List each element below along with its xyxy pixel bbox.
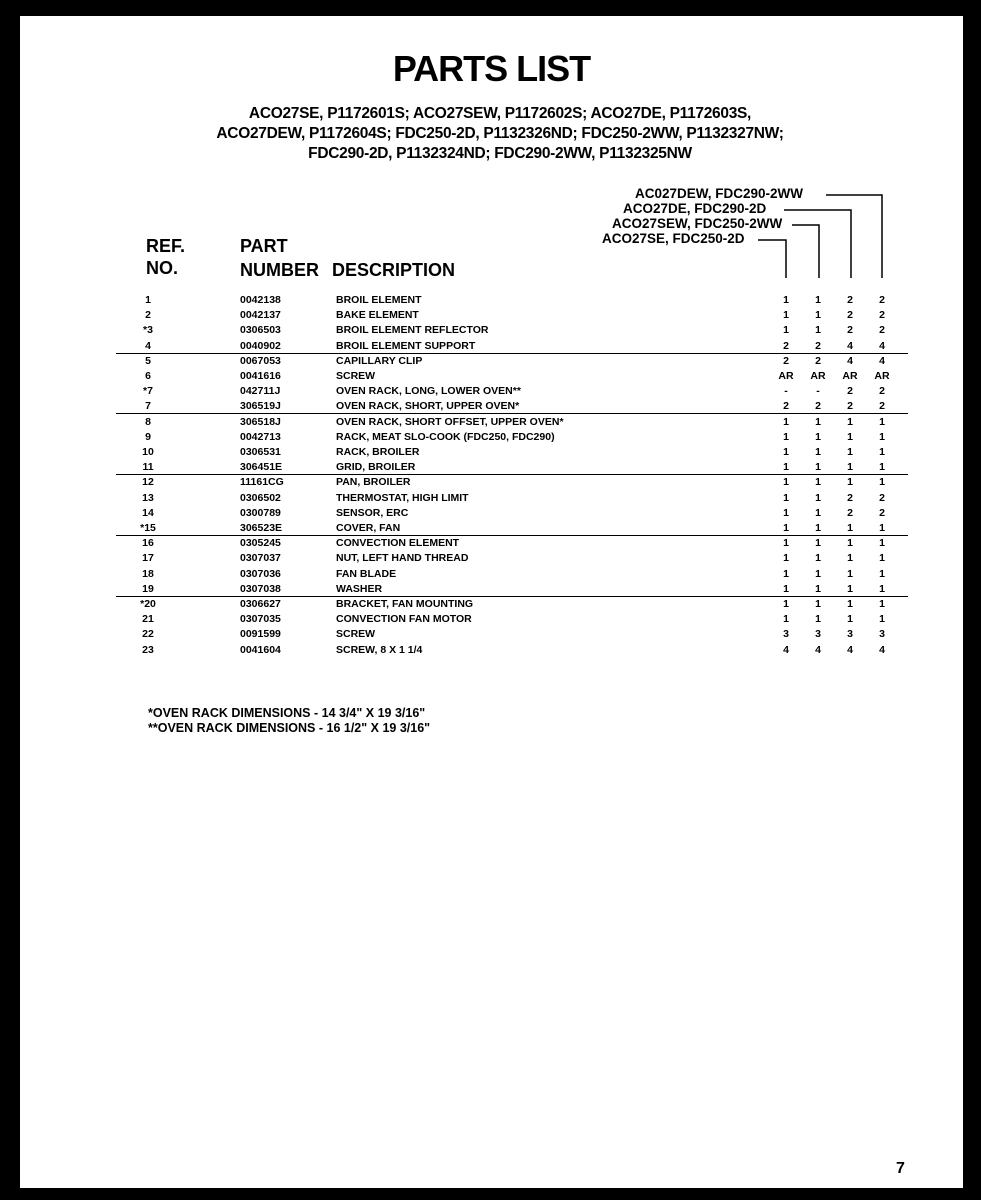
model-line: ACO27DEW, P1172604S; FDC250-2D, P1132326ND; FDC250-2WW, P1132327NW; <box>216 125 784 142</box>
part-description: CONVECTION FAN MOTOR <box>336 613 472 626</box>
ref-header-line2: NO. <box>146 258 179 278</box>
table-row <box>20 399 963 414</box>
column-label-4: AC027DEW, FDC290-2WW <box>635 186 804 201</box>
quantity-col-2: 1 <box>815 430 821 443</box>
table-row <box>20 445 963 460</box>
quantity-col-2: AR <box>810 370 826 382</box>
part-number: 0306627 <box>240 598 281 610</box>
ref-number: 2 <box>145 309 151 322</box>
quantity-col-1: 1 <box>783 309 789 322</box>
quantity-col-4: AR <box>874 370 890 382</box>
quantity-col-1: 1 <box>783 582 789 595</box>
part-header-line2: NUMBER <box>240 260 319 280</box>
quantity-col-1: 1 <box>783 461 789 474</box>
quantity-col-3: 3 <box>847 628 853 641</box>
column-label-2: ACO27SEW, FDC250-2WW <box>612 216 783 231</box>
quantity-col-1: 1 <box>783 613 789 626</box>
table-row <box>20 415 963 430</box>
table-row <box>20 369 963 384</box>
footnote: **OVEN RACK DIMENSIONS - 16 1/2" X 19 3/16" <box>148 721 431 735</box>
quantity-col-3: 1 <box>847 522 853 534</box>
quantity-col-3: 4 <box>847 643 853 656</box>
parts-list-page <box>20 16 963 1188</box>
quantity-col-4: 2 <box>879 491 885 504</box>
part-number: 0307038 <box>240 582 281 595</box>
quantity-col-1: 2 <box>783 339 789 352</box>
quantity-col-4: 2 <box>879 506 885 519</box>
quantity-col-4: 2 <box>879 400 885 413</box>
quantity-col-3: 1 <box>847 430 853 443</box>
part-description: CONVECTION ELEMENT <box>336 537 460 550</box>
part-number: 306451E <box>240 461 283 474</box>
part-header-line1: PART <box>240 236 288 256</box>
quantity-col-1: 1 <box>783 552 789 565</box>
ref-number: 13 <box>142 491 154 504</box>
part-description: FAN BLADE <box>336 567 397 580</box>
quantity-col-1: 1 <box>783 506 789 519</box>
quantity-col-2: 3 <box>815 628 821 641</box>
quantity-col-3: 1 <box>847 415 853 428</box>
part-number: 0306503 <box>240 324 281 337</box>
quantity-col-4: 2 <box>879 385 885 398</box>
quantity-col-2: 1 <box>815 476 821 489</box>
table-row <box>20 643 963 658</box>
quantity-col-3: 1 <box>847 446 853 458</box>
quantity-col-3: 1 <box>847 598 853 610</box>
ref-number: 17 <box>142 552 154 565</box>
part-description: RACK, BROILER <box>336 446 420 458</box>
table-row <box>20 491 963 506</box>
part-number: 0042137 <box>240 309 281 322</box>
part-description: BAKE ELEMENT <box>336 309 419 322</box>
quantity-col-4: 2 <box>879 294 885 306</box>
quantity-col-3: 2 <box>847 400 853 413</box>
quantity-col-3: 1 <box>847 582 853 595</box>
quantity-col-3: 1 <box>847 476 853 489</box>
quantity-col-2: 1 <box>815 324 821 337</box>
part-description: COVER, FAN <box>336 522 401 534</box>
part-description: SCREW, 8 X 1 1/4 <box>336 643 423 656</box>
quantity-col-1: 1 <box>783 476 789 489</box>
quantity-col-2: 1 <box>815 491 821 504</box>
table-row <box>20 536 963 551</box>
quantity-col-3: 1 <box>847 537 853 550</box>
quantity-col-4: 2 <box>879 309 885 322</box>
part-number: 0042138 <box>240 294 281 306</box>
table-row <box>20 475 963 490</box>
ref-number: 22 <box>142 628 154 641</box>
part-description: BROIL ELEMENT <box>336 294 422 306</box>
quantity-col-2: 1 <box>815 537 821 550</box>
quantity-col-1: 1 <box>783 567 789 580</box>
table-row <box>20 551 963 566</box>
quantity-col-1: 1 <box>783 430 789 443</box>
part-number: 306519J <box>240 400 281 413</box>
ref-number: *15 <box>140 522 156 534</box>
ref-number: 6 <box>145 370 151 382</box>
quantity-col-4: 1 <box>879 461 885 474</box>
quantity-col-2: 1 <box>815 294 821 306</box>
table-row <box>20 430 963 445</box>
table-row <box>20 354 963 369</box>
quantity-col-1: 1 <box>783 446 789 458</box>
part-number: 0307037 <box>240 552 281 565</box>
quantity-col-2: 1 <box>815 415 821 428</box>
quantity-col-4: 1 <box>879 537 885 550</box>
table-row <box>20 521 963 536</box>
quantity-col-1: AR <box>778 370 794 382</box>
quantity-col-2: 1 <box>815 522 821 534</box>
quantity-col-4: 1 <box>879 552 885 565</box>
ref-number: 5 <box>145 354 151 367</box>
quantity-col-1: 2 <box>783 400 789 413</box>
part-description: SENSOR, ERC <box>336 506 409 519</box>
ref-number: 8 <box>145 415 151 428</box>
model-line: ACO27SE, P1172601S; ACO27SEW, P1172602S; ACO27DE, P1172603S, <box>248 105 752 122</box>
part-number: 11161CG <box>240 476 284 489</box>
quantity-col-4: 1 <box>879 582 885 595</box>
quantity-col-4: 4 <box>879 354 885 367</box>
quantity-col-1: 1 <box>783 294 789 306</box>
quantity-col-1: 1 <box>783 598 789 610</box>
part-description: BROIL ELEMENT SUPPORT <box>336 339 476 352</box>
part-number: 306523E <box>240 522 283 534</box>
part-description: GRID, BROILER <box>336 461 416 474</box>
quantity-col-2: 1 <box>815 552 821 565</box>
quantity-col-3: AR <box>842 370 858 382</box>
quantity-col-1: 2 <box>783 354 789 367</box>
ref-number: 7 <box>145 400 151 413</box>
part-number: 0091599 <box>240 628 281 641</box>
ref-number: 9 <box>145 430 151 443</box>
quantity-col-3: 1 <box>847 461 853 474</box>
part-description: OVEN RACK, SHORT OFFSET, UPPER OVEN* <box>336 415 564 428</box>
ref-number: *20 <box>140 598 156 610</box>
quantity-col-4: 1 <box>879 430 885 443</box>
table-row <box>20 384 963 399</box>
quantity-col-4: 3 <box>879 628 885 641</box>
ref-number: 16 <box>142 537 154 550</box>
part-number: 0300789 <box>240 506 281 519</box>
quantity-col-2: 1 <box>815 598 821 610</box>
column-label-3: ACO27DE, FDC290-2D <box>623 201 767 216</box>
quantity-col-2: 1 <box>815 309 821 322</box>
quantity-col-4: 1 <box>879 522 885 534</box>
quantity-col-3: 2 <box>847 309 853 322</box>
quantity-col-3: 4 <box>847 354 853 367</box>
quantity-col-2: 2 <box>815 339 821 352</box>
quantity-col-3: 2 <box>847 491 853 504</box>
page-title: PARTS LIST <box>392 48 591 89</box>
quantity-col-4: 4 <box>879 339 885 352</box>
ref-number: *3 <box>143 324 153 337</box>
table-row <box>20 506 963 521</box>
quantity-col-2: - <box>816 385 820 398</box>
quantity-col-2: 1 <box>815 613 821 626</box>
part-description: SCREW <box>336 628 376 641</box>
quantity-col-2: 4 <box>815 643 821 656</box>
footnote: *OVEN RACK DIMENSIONS - 14 3/4" X 19 3/16" <box>148 706 426 720</box>
quantity-col-3: 2 <box>847 506 853 519</box>
ref-number: 19 <box>142 582 154 595</box>
table-row <box>20 597 963 612</box>
ref-number: 18 <box>142 567 154 580</box>
quantity-col-4: 2 <box>879 324 885 337</box>
quantity-col-1: 1 <box>783 324 789 337</box>
quantity-col-3: 4 <box>847 339 853 352</box>
ref-number: 21 <box>142 613 154 626</box>
table-row <box>20 308 963 323</box>
page-number: 7 <box>896 1160 905 1177</box>
part-description: RACK, MEAT SLO-COOK (FDC250, FDC290) <box>336 430 555 443</box>
quantity-col-2: 1 <box>815 446 821 458</box>
part-description: NUT, LEFT HAND THREAD <box>336 552 469 565</box>
quantity-col-1: 3 <box>783 628 789 641</box>
quantity-col-2: 2 <box>815 354 821 367</box>
quantity-col-2: 1 <box>815 461 821 474</box>
part-description: SCREW <box>336 370 376 382</box>
ref-number: 14 <box>142 506 154 519</box>
table-row <box>20 582 963 597</box>
quantity-col-1: 1 <box>783 415 789 428</box>
quantity-col-2: 1 <box>815 506 821 519</box>
part-number: 0306502 <box>240 491 281 504</box>
quantity-col-4: 4 <box>879 643 885 656</box>
table-row <box>20 323 963 338</box>
quantity-col-4: 1 <box>879 446 885 458</box>
footnotes <box>148 706 430 736</box>
quantity-col-1: 4 <box>783 643 789 656</box>
table-row <box>20 339 963 354</box>
part-number: 0306531 <box>240 446 281 458</box>
quantity-col-2: 1 <box>815 567 821 580</box>
table-row <box>20 293 963 308</box>
quantity-col-3: 2 <box>847 385 853 398</box>
part-number: 0041604 <box>240 643 281 656</box>
ref-number: 10 <box>142 446 154 458</box>
part-description: BROIL ELEMENT REFLECTOR <box>336 324 489 337</box>
part-description: PAN, BROILER <box>336 476 411 489</box>
quantity-col-4: 1 <box>879 598 885 610</box>
table-row <box>20 612 963 627</box>
quantity-col-1: 1 <box>783 522 789 534</box>
part-number: 0305245 <box>240 537 281 550</box>
part-description: OVEN RACK, SHORT, UPPER OVEN* <box>336 400 520 413</box>
quantity-col-4: 1 <box>879 567 885 580</box>
quantity-col-3: 2 <box>847 294 853 306</box>
quantity-col-4: 1 <box>879 415 885 428</box>
part-number: 0067053 <box>240 354 281 367</box>
model-line: FDC290-2D, P1132324ND; FDC290-2WW, P1132325NW <box>308 145 692 162</box>
quantity-col-3: 2 <box>847 324 853 337</box>
part-number: 306518J <box>240 415 281 428</box>
ref-number: 11 <box>142 461 154 474</box>
part-number: 0040902 <box>240 339 281 352</box>
ref-header-line1: REF. <box>146 236 186 256</box>
description-header: DESCRIPTION <box>332 260 456 280</box>
quantity-col-1: 1 <box>783 491 789 504</box>
quantity-col-2: 2 <box>815 400 821 413</box>
part-number: 0307036 <box>240 567 281 580</box>
part-description: CAPILLARY CLIP <box>336 354 423 367</box>
ref-number: 23 <box>142 643 154 656</box>
part-description: THERMOSTAT, HIGH LIMIT <box>336 491 469 504</box>
quantity-col-1: 1 <box>783 537 789 550</box>
table-row <box>20 567 963 582</box>
part-description: BRACKET, FAN MOUNTING <box>336 598 474 610</box>
part-number: 042711J <box>240 385 281 398</box>
quantity-col-3: 1 <box>847 552 853 565</box>
quantity-col-2: 1 <box>815 582 821 595</box>
quantity-col-1: - <box>784 385 788 398</box>
part-description: WASHER <box>336 582 383 595</box>
column-label-1: ACO27SE, FDC250-2D <box>602 231 745 246</box>
ref-number: 12 <box>142 476 154 489</box>
part-number: 0307035 <box>240 613 281 626</box>
table-row <box>20 460 963 475</box>
quantity-col-3: 1 <box>847 567 853 580</box>
ref-number: 1 <box>145 294 151 306</box>
part-number: 0041616 <box>240 370 281 382</box>
quantity-col-3: 1 <box>847 613 853 626</box>
quantity-col-4: 1 <box>879 476 885 489</box>
quantity-col-4: 1 <box>879 613 885 626</box>
table-row <box>20 627 963 642</box>
part-description: OVEN RACK, LONG, LOWER OVEN** <box>336 385 521 398</box>
ref-number: 4 <box>145 339 151 352</box>
model-list <box>140 104 860 164</box>
ref-number: *7 <box>143 385 153 398</box>
part-number: 0042713 <box>240 430 281 443</box>
